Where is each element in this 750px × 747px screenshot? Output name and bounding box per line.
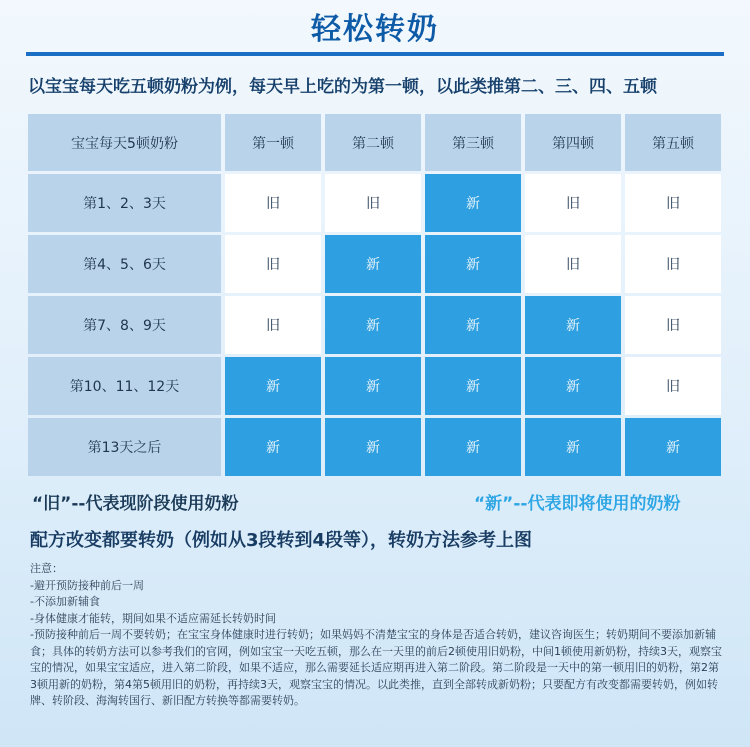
table-cell: 新 — [325, 357, 421, 415]
table-cell: 新 — [525, 418, 621, 476]
table-cell: 新 — [425, 296, 521, 354]
table-cell: 新 — [525, 296, 621, 354]
page-title: 轻松转奶 — [311, 12, 439, 47]
notes-line: -身体健康才能转，期间如果不适应需延长转奶时间 — [30, 611, 276, 625]
table-cell: 旧 — [625, 296, 721, 354]
table-cell: 新 — [325, 235, 421, 293]
notes-line: -不添加新辅食 — [30, 595, 100, 608]
notes-line: -预防接种前后一周不要转奶；在宝宝身体健康时进行转奶；如果妈妈不清楚宝宝的身体是否适合转奶，建议咨询医生；转奶期间不要添加新辅食；具体的转奶方法可以参考我们的官网，例如宝宝一天吃五顿，那么在一天里的前后2顿使用旧奶粉，中间1顿使用新奶粉，持续3天，观察宝宝的情况，如果宝宝适应，进入第二阶段，如果不适应，那么需要延长适应期再进入第二阶段。第二阶段是一天中的第一顿用旧的奶粉，第2第3顿用新的奶粉，第4第5顿用旧的奶粉，再持续3天，观察宝宝的情况。以此类推，直到全部转成新奶粉；只要配方有改变都需要转奶，例如转牌、转阶段、海淘转国行、新旧配方转换等都需要转奶。 — [30, 628, 722, 707]
table-cell: 新 — [225, 357, 321, 415]
table-cell: 新 — [325, 418, 421, 476]
table-cell: 新 — [525, 357, 621, 415]
row-label-days-4-6: 第4、5、6天 — [28, 235, 221, 293]
header-meal-5: 第五顿 — [625, 114, 721, 171]
row-label-days-10-12: 第10、11、12天 — [28, 357, 221, 415]
notes-line: -避开预防接种前后一周 — [30, 578, 144, 592]
transition-instruction: 配方改变都要转奶（例如从3段转到4段等），转奶方法参考上图 — [30, 530, 533, 551]
title-divider — [26, 52, 724, 56]
feeding-schedule-table — [28, 114, 721, 476]
table-cell: 旧 — [525, 235, 621, 293]
notes-heading: 注意： — [30, 562, 63, 575]
header-meal-4: 第四顿 — [525, 114, 621, 171]
header-meal-2: 第二顿 — [325, 114, 421, 171]
row-label-days-1-3: 第1、2、3天 — [28, 174, 221, 232]
table-cell: 新 — [425, 418, 521, 476]
table-cell: 新 — [425, 357, 521, 415]
table-cell: 新 — [225, 418, 321, 476]
header-meal-1: 第一顿 — [225, 114, 321, 171]
table-cell: 旧 — [625, 174, 721, 232]
table-cell: 新 — [425, 235, 521, 293]
table-cell: 旧 — [225, 174, 321, 232]
legend-new-formula: “新”--代表即将使用的奶粉 — [474, 494, 681, 514]
header-meal-3: 第三顿 — [425, 114, 521, 171]
row-label-days-7-9: 第7、8、9天 — [28, 296, 221, 354]
table-cell: 旧 — [225, 235, 321, 293]
table-cell: 旧 — [625, 235, 721, 293]
row-label-day-13-after: 第13天之后 — [28, 418, 221, 476]
intro-text: 以宝宝每天吃五顿奶粉为例，每天早上吃的为第一顿，以此类推第二、三、四、五顿 — [28, 77, 657, 97]
table-cell: 新 — [425, 174, 521, 232]
table-corner-header: 宝宝每天5顿奶粉 — [28, 114, 221, 171]
table-cell: 旧 — [525, 174, 621, 232]
notes-section — [30, 561, 725, 710]
table-cell: 旧 — [225, 296, 321, 354]
legend-old-formula: “旧”--代表现阶段使用奶粉 — [32, 494, 239, 514]
table-cell: 旧 — [625, 357, 721, 415]
table-cell: 新 — [325, 296, 421, 354]
title-area — [0, 8, 750, 52]
table-cell: 新 — [625, 418, 721, 476]
table-cell: 旧 — [325, 174, 421, 232]
